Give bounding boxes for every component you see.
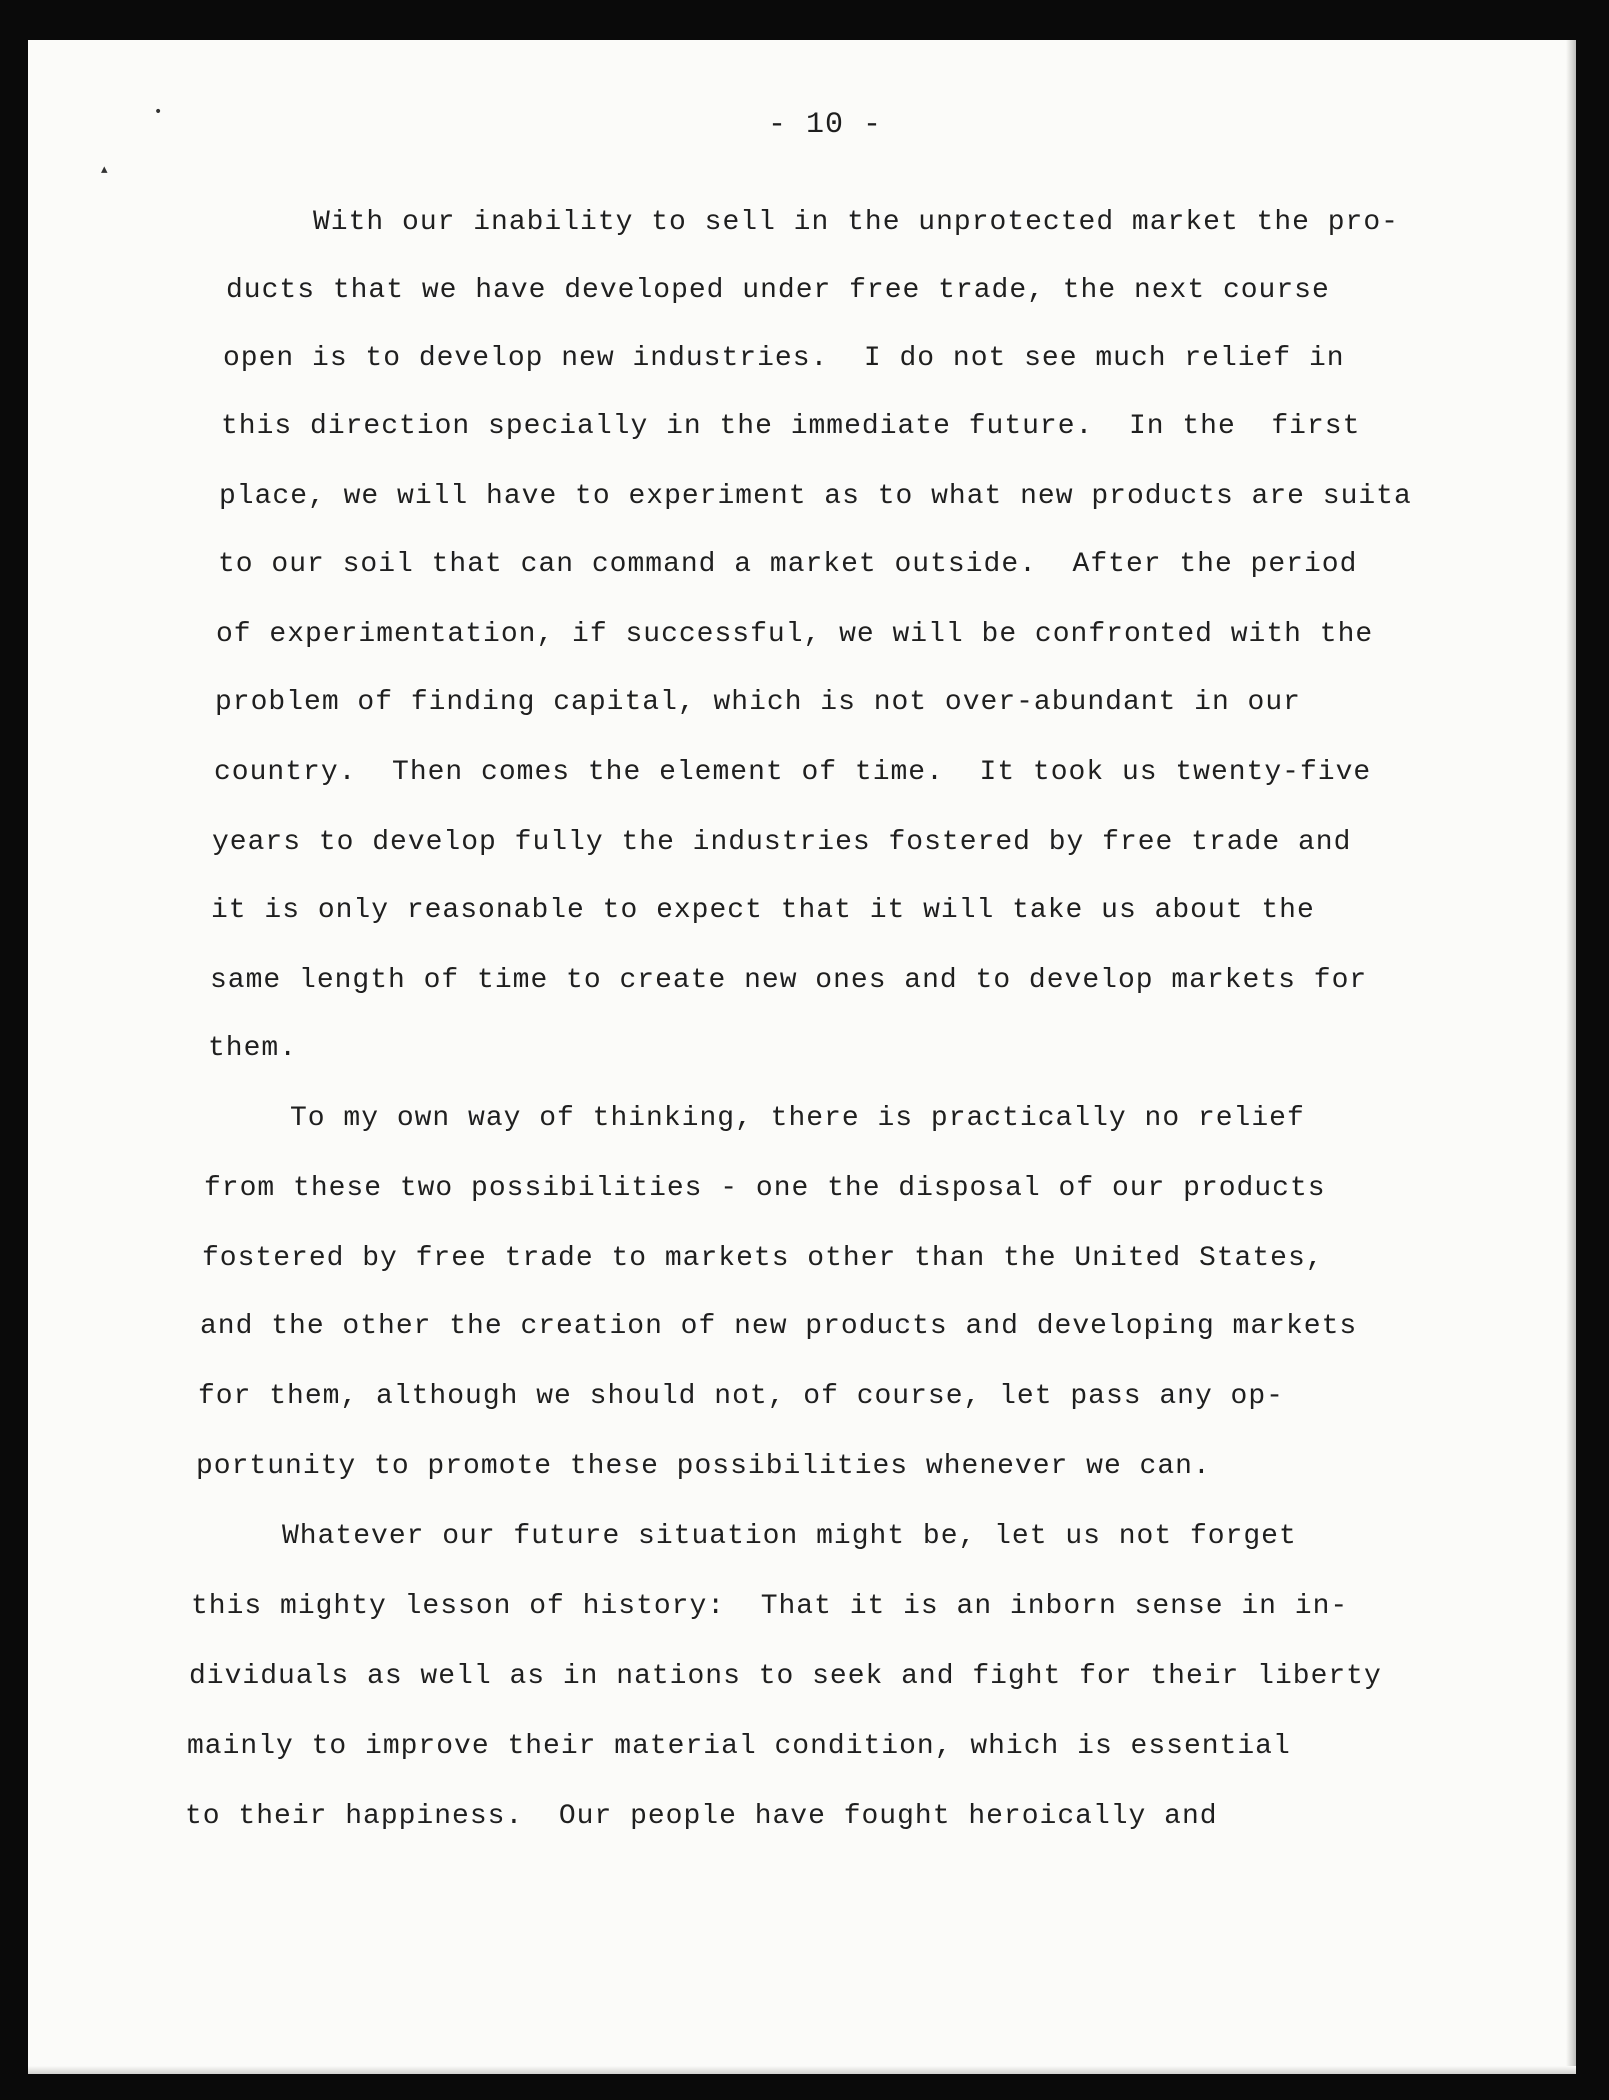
text-line: for them, although we should not, of course, let pass any op- [198, 1381, 1284, 1412]
text-line: from these two possibilities - one the disposal of our products [204, 1173, 1326, 1204]
text-line: same length of time to create new ones and to develop markets for [210, 965, 1368, 996]
text-line: mainly to improve their material condition, which is essential [187, 1731, 1291, 1762]
text-line: them. [208, 1033, 298, 1064]
text-line: ducts that we have developed under free trade, the next course [226, 275, 1330, 306]
text-line: it is only reasonable to expect that it will take us about the [211, 895, 1315, 926]
text-line: Whatever our future situation might be, let us not forget [282, 1521, 1297, 1552]
text-line: country. Then comes the element of time. It took us twenty-five [214, 757, 1372, 788]
stray-mark: • [154, 104, 163, 120]
text-line: this mighty lesson of history: That it is an inborn sense in in- [191, 1591, 1349, 1622]
text-line: open is to develop new industries. I do not see much relief in [223, 343, 1345, 374]
text-line: of experimentation, if successful, we will be confronted with the [216, 619, 1374, 650]
text-line: fostered by free trade to markets other than the United States, [202, 1243, 1324, 1274]
text-line: and the other the creation of new products and developing markets [200, 1311, 1358, 1342]
text-line: dividuals as well as in nations to seek and fight for their liberty [189, 1661, 1382, 1692]
text-line: years to develop fully the industries fostered by free trade and [212, 827, 1352, 858]
text-line: With our inability to sell in the unprotected market the pro- [313, 207, 1399, 238]
text-line: to our soil that can command a market outside. After the period [218, 549, 1358, 580]
text-line: place, we will have to experiment as to what new products are suita [219, 481, 1412, 512]
text-line: portunity to promote these possibilities whenever we can. [196, 1451, 1211, 1482]
text-line: this direction specially in the immediate future. In the first [221, 411, 1361, 442]
text-line: to their happiness. Our people have fought heroically and [185, 1801, 1218, 1832]
document-page [28, 40, 1576, 2074]
page-edge-shadow [1566, 40, 1576, 2074]
text-line: To my own way of thinking, there is practically no relief [290, 1103, 1305, 1134]
page-edge-shadow [28, 2066, 1576, 2074]
text-line: problem of finding capital, which is not over-abundant in our [215, 687, 1301, 718]
stray-mark: ▴ [101, 162, 108, 177]
page-number: - 10 - [768, 108, 883, 142]
